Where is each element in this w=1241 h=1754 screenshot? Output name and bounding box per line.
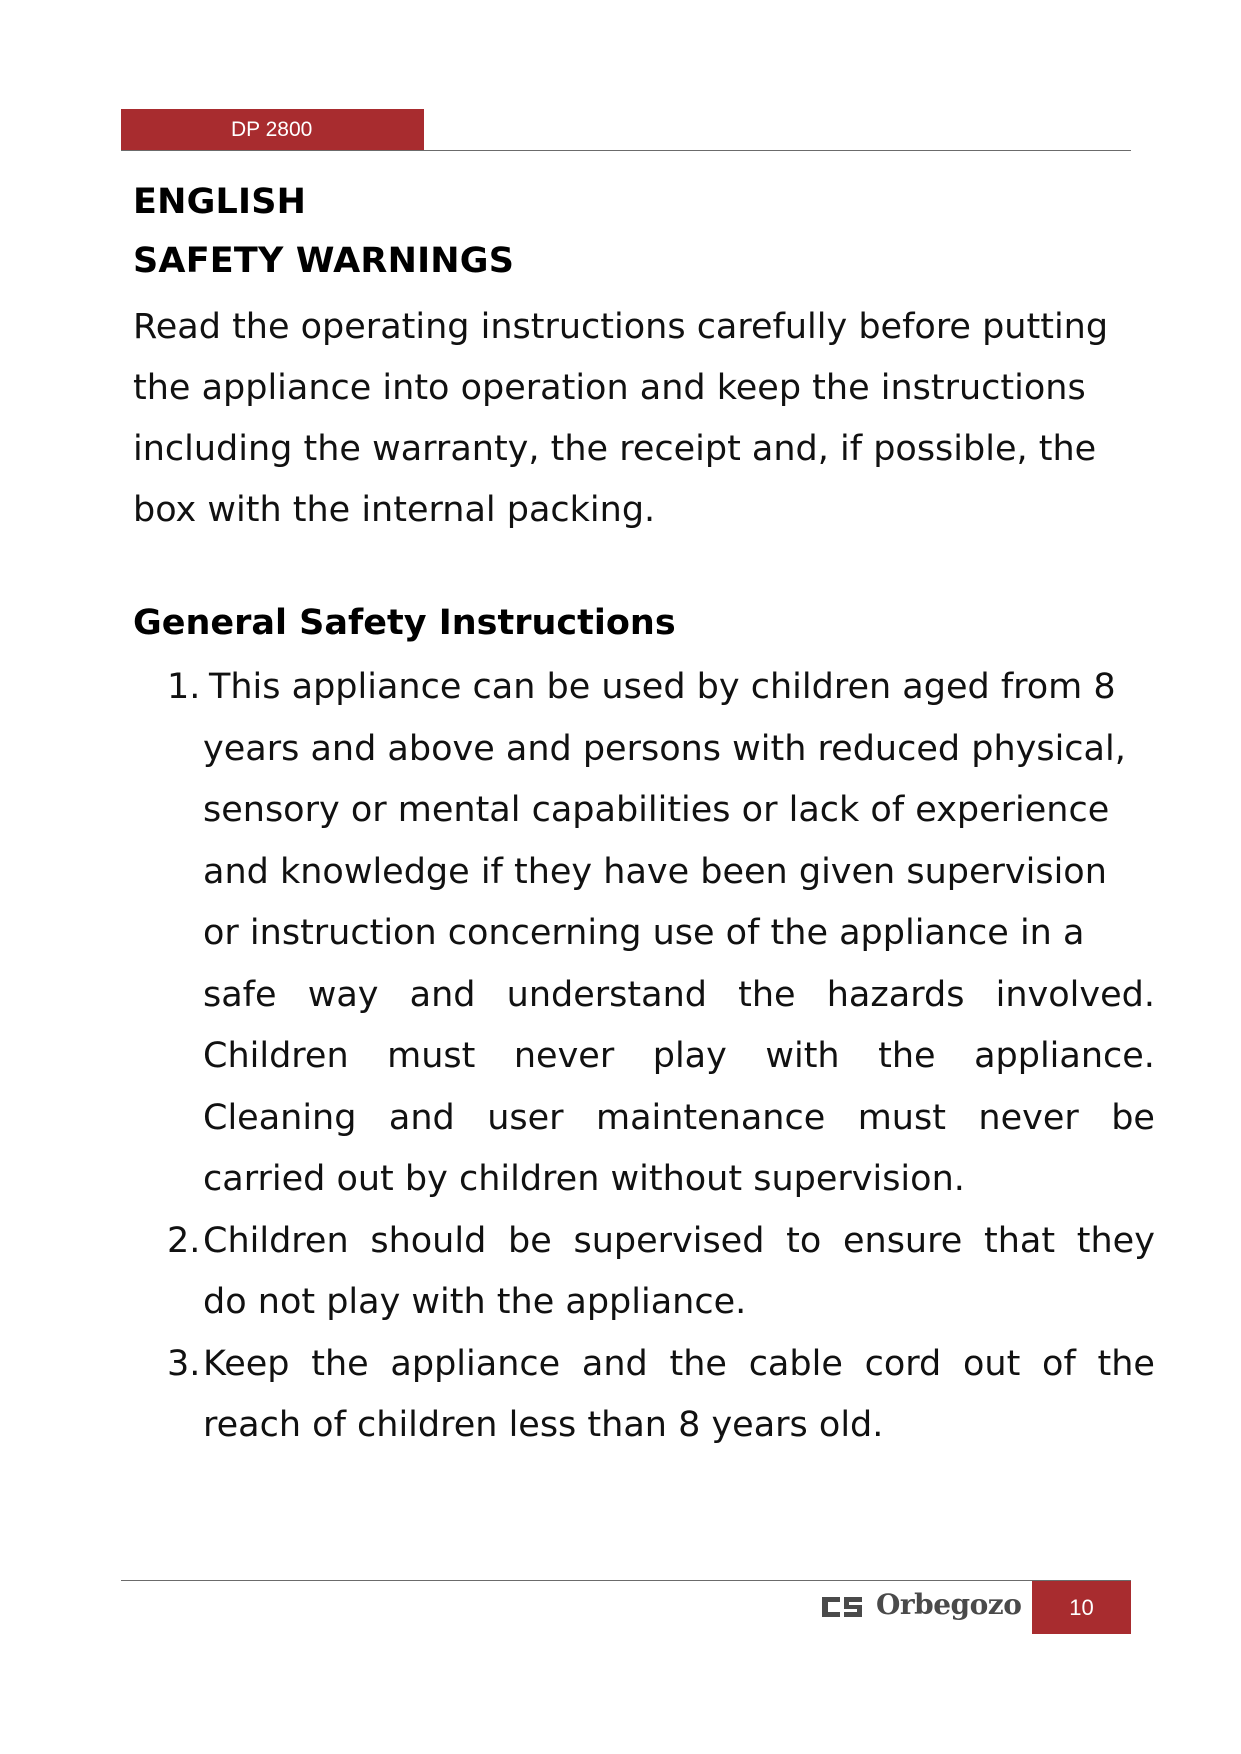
instruction-word: and (581, 1343, 648, 1384)
instruction-word: cable (748, 1343, 843, 1384)
instruction-line (133, 1334, 1155, 1396)
header-model-tab (121, 109, 424, 151)
instruction-number: 1. (167, 667, 201, 707)
instruction-word: the (738, 974, 796, 1015)
intro-line: box with the internal packing. (133, 490, 656, 530)
instruction-word: and (409, 974, 476, 1015)
instruction-number: 3. (167, 1343, 201, 1384)
instruction-word: out (962, 1343, 1021, 1384)
intro-line: including the warranty, the receipt and, if possible, the (133, 429, 1097, 469)
instruction-word: never (978, 1097, 1079, 1138)
instruction-word: with (765, 1036, 840, 1076)
instruction-word: appliance (390, 1343, 561, 1384)
instruction-item (133, 657, 1153, 1211)
instruction-word: Children (203, 1036, 349, 1076)
page-number: 10 (1032, 1581, 1131, 1634)
header-divider (121, 150, 1131, 151)
instruction-word: that (983, 1220, 1056, 1261)
instruction-list (133, 657, 1153, 1457)
safety-warnings-heading: SAFETY WARNINGS (133, 241, 515, 281)
instruction-word: never (513, 1036, 615, 1076)
instruction-word: cord (864, 1343, 942, 1384)
instruction-word: they (1076, 1220, 1155, 1261)
instruction-number: 2. (167, 1220, 201, 1261)
instruction-word: involved. (995, 974, 1155, 1015)
instruction-line: years and above and persons with reduced physical, (203, 728, 1126, 769)
instruction-word: maintenance (595, 1097, 826, 1138)
instruction-word: the (1097, 1343, 1155, 1384)
instruction-word: must (387, 1036, 476, 1076)
instruction-word: safe (203, 974, 277, 1015)
instruction-word: Cleaning (203, 1097, 357, 1138)
model-label: DP 2800 (231, 118, 313, 141)
intro-line: Read the operating instructions carefully before putting (133, 307, 1109, 347)
instruction-word: the (669, 1343, 727, 1384)
brand-logo-icon (820, 1594, 864, 1620)
instruction-word: way (307, 974, 379, 1015)
instruction-line (133, 1088, 1155, 1150)
general-safety-heading: General Safety Instructions (133, 603, 676, 643)
instruction-line: This appliance can be used by children aged from 8 (209, 667, 1116, 707)
intro-line: the appliance into operation and keep the instructions (133, 368, 1086, 408)
footer-divider (121, 1580, 1131, 1581)
instruction-word: the (311, 1343, 369, 1384)
instruction-word: of (1042, 1343, 1076, 1384)
instruction-word: Keep (203, 1343, 290, 1384)
instruction-line: sensory or mental capabilities or lack of experience (203, 790, 1110, 830)
instruction-item (133, 1211, 1153, 1334)
instruction-word: supervised (573, 1220, 765, 1261)
intro-paragraph (133, 297, 1123, 541)
instruction-word: the (878, 1036, 936, 1076)
instruction-word: be (508, 1220, 552, 1261)
instruction-line: do not play with the appliance. (203, 1282, 747, 1322)
instruction-line (133, 965, 1155, 1027)
instruction-line: carried out by children without supervision. (203, 1159, 965, 1199)
instruction-word: must (857, 1097, 946, 1138)
instruction-word: understand (506, 974, 707, 1015)
instruction-line: reach of children less than 8 years old. (203, 1405, 884, 1445)
instruction-word: appliance. (974, 1036, 1155, 1076)
instruction-word: hazards (826, 974, 965, 1015)
instruction-word: play (652, 1036, 727, 1076)
instruction-line: or instruction concerning use of the appliance in a (203, 913, 1085, 953)
instruction-word: and (388, 1097, 455, 1138)
brand-logo-text: Orbegozo (876, 1588, 1022, 1621)
instruction-word: to (786, 1220, 822, 1261)
instruction-word: be (1111, 1097, 1155, 1138)
instruction-word: should (370, 1220, 487, 1261)
instruction-word: user (487, 1097, 564, 1138)
instruction-line (133, 1211, 1155, 1273)
instruction-word: ensure (842, 1220, 963, 1261)
instruction-word: Children (203, 1220, 349, 1261)
language-heading: ENGLISH (133, 182, 307, 222)
instruction-line (133, 1026, 1155, 1088)
instruction-line: and knowledge if they have been given supervision (203, 851, 1107, 892)
instruction-item (133, 1334, 1153, 1457)
